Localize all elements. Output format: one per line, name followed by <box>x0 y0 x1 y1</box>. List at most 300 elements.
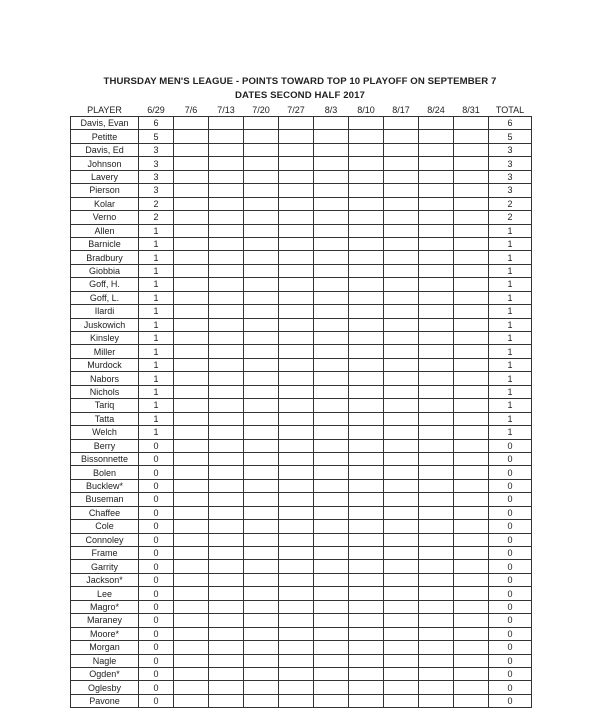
total-cell: 0 <box>489 614 532 627</box>
player-name-cell: Juskowich <box>71 318 139 331</box>
points-cell: 2 <box>139 211 174 224</box>
empty-points-cell <box>209 520 244 533</box>
empty-points-cell <box>279 264 314 277</box>
empty-points-cell <box>454 654 489 667</box>
empty-points-cell <box>349 466 384 479</box>
empty-points-cell <box>314 439 349 452</box>
empty-points-cell <box>419 547 454 560</box>
empty-points-cell <box>279 197 314 210</box>
total-cell: 3 <box>489 170 532 183</box>
player-name-cell: Allen <box>71 224 139 237</box>
empty-points-cell <box>349 372 384 385</box>
total-cell: 1 <box>489 278 532 291</box>
empty-points-cell <box>279 251 314 264</box>
empty-points-cell <box>314 345 349 358</box>
empty-points-cell <box>174 506 209 519</box>
empty-points-cell <box>279 694 314 707</box>
empty-points-cell <box>454 533 489 546</box>
table-row <box>71 520 532 533</box>
empty-points-cell <box>314 506 349 519</box>
empty-points-cell <box>244 184 279 197</box>
table-row <box>71 587 532 600</box>
empty-points-cell <box>384 345 419 358</box>
table-row <box>71 573 532 586</box>
empty-points-cell <box>419 667 454 680</box>
empty-points-cell <box>314 237 349 250</box>
empty-points-cell <box>349 654 384 667</box>
empty-points-cell <box>419 143 454 156</box>
player-name-cell: Bucklew* <box>71 479 139 492</box>
page-title: THURSDAY MEN'S LEAGUE - POINTS TOWARD TOP 10 PLAYOFF ON SEPTEMBER 7 <box>103 76 497 87</box>
total-cell: 0 <box>489 667 532 680</box>
empty-points-cell <box>454 452 489 465</box>
empty-points-cell <box>454 587 489 600</box>
player-name-cell: Welch <box>71 426 139 439</box>
empty-points-cell <box>279 237 314 250</box>
empty-points-cell <box>174 452 209 465</box>
empty-points-cell <box>209 627 244 640</box>
empty-points-cell <box>419 197 454 210</box>
empty-points-cell <box>244 614 279 627</box>
empty-points-cell <box>384 506 419 519</box>
empty-points-cell <box>384 170 419 183</box>
player-name-cell: Ogden* <box>71 667 139 680</box>
empty-points-cell <box>279 143 314 156</box>
empty-points-cell <box>244 345 279 358</box>
empty-points-cell <box>384 184 419 197</box>
empty-points-cell <box>244 117 279 130</box>
empty-points-cell <box>174 305 209 318</box>
total-cell: 0 <box>489 641 532 654</box>
empty-points-cell <box>349 237 384 250</box>
empty-points-cell <box>174 385 209 398</box>
player-name-cell: Nichols <box>71 385 139 398</box>
empty-points-cell <box>454 506 489 519</box>
points-table <box>70 103 532 708</box>
empty-points-cell <box>349 587 384 600</box>
empty-points-cell <box>209 385 244 398</box>
points-cell: 0 <box>139 479 174 492</box>
table-row <box>71 278 532 291</box>
empty-points-cell <box>279 533 314 546</box>
empty-points-cell <box>384 654 419 667</box>
empty-points-cell <box>349 681 384 694</box>
column-header-date: 6/29 <box>147 104 165 115</box>
empty-points-cell <box>174 412 209 425</box>
empty-points-cell <box>279 560 314 573</box>
points-cell: 0 <box>139 587 174 600</box>
table-row <box>71 426 532 439</box>
empty-points-cell <box>349 452 384 465</box>
player-name-cell: Davis, Ed <box>71 143 139 156</box>
empty-points-cell <box>209 614 244 627</box>
empty-points-cell <box>244 264 279 277</box>
total-cell: 0 <box>489 466 532 479</box>
empty-points-cell <box>384 278 419 291</box>
points-cell: 0 <box>139 547 174 560</box>
empty-points-cell <box>244 667 279 680</box>
empty-points-cell <box>384 600 419 613</box>
empty-points-cell <box>209 426 244 439</box>
table-row <box>71 291 532 304</box>
empty-points-cell <box>419 412 454 425</box>
points-cell: 0 <box>139 627 174 640</box>
table-row <box>71 493 532 506</box>
empty-points-cell <box>174 627 209 640</box>
empty-points-cell <box>279 278 314 291</box>
empty-points-cell <box>349 667 384 680</box>
empty-points-cell <box>314 264 349 277</box>
empty-points-cell <box>384 681 419 694</box>
column-header-date: 8/10 <box>357 104 375 115</box>
empty-points-cell <box>349 251 384 264</box>
points-cell: 1 <box>139 318 174 331</box>
empty-points-cell <box>244 399 279 412</box>
empty-points-cell <box>454 184 489 197</box>
total-cell: 1 <box>489 385 532 398</box>
empty-points-cell <box>419 439 454 452</box>
empty-points-cell <box>209 372 244 385</box>
empty-points-cell <box>314 211 349 224</box>
empty-points-cell <box>419 694 454 707</box>
player-name-cell: Kinsley <box>71 332 139 345</box>
points-cell: 0 <box>139 614 174 627</box>
player-name-cell: Connoley <box>71 533 139 546</box>
empty-points-cell <box>384 399 419 412</box>
total-cell: 0 <box>489 547 532 560</box>
empty-points-cell <box>209 681 244 694</box>
empty-points-cell <box>279 385 314 398</box>
empty-points-cell <box>454 627 489 640</box>
empty-points-cell <box>314 547 349 560</box>
empty-points-cell <box>244 506 279 519</box>
empty-points-cell <box>314 452 349 465</box>
points-cell: 1 <box>139 332 174 345</box>
empty-points-cell <box>244 305 279 318</box>
empty-points-cell <box>209 547 244 560</box>
empty-points-cell <box>314 184 349 197</box>
empty-points-cell <box>244 358 279 371</box>
empty-points-cell <box>419 372 454 385</box>
empty-points-cell <box>454 466 489 479</box>
points-cell: 1 <box>139 345 174 358</box>
empty-points-cell <box>454 251 489 264</box>
empty-points-cell <box>454 600 489 613</box>
empty-points-cell <box>349 358 384 371</box>
empty-points-cell <box>209 170 244 183</box>
player-name-cell: Ilardi <box>71 305 139 318</box>
points-cell: 0 <box>139 667 174 680</box>
points-cell: 0 <box>139 654 174 667</box>
total-cell: 1 <box>489 305 532 318</box>
empty-points-cell <box>419 278 454 291</box>
table-row <box>71 466 532 479</box>
empty-points-cell <box>174 547 209 560</box>
empty-points-cell <box>209 130 244 143</box>
total-cell: 1 <box>489 318 532 331</box>
empty-points-cell <box>209 332 244 345</box>
total-cell: 3 <box>489 157 532 170</box>
empty-points-cell <box>209 479 244 492</box>
empty-points-cell <box>314 170 349 183</box>
points-cell: 0 <box>139 520 174 533</box>
player-name-cell: Pierson <box>71 184 139 197</box>
total-cell: 0 <box>489 479 532 492</box>
empty-points-cell <box>279 412 314 425</box>
empty-points-cell <box>349 479 384 492</box>
empty-points-cell <box>279 345 314 358</box>
empty-points-cell <box>279 184 314 197</box>
table-row <box>71 479 532 492</box>
empty-points-cell <box>454 560 489 573</box>
page-subtitle: DATES SECOND HALF 2017 <box>235 90 365 101</box>
column-header-date: 8/24 <box>427 104 445 115</box>
empty-points-cell <box>209 493 244 506</box>
player-name-cell: Bissonnette <box>71 452 139 465</box>
empty-points-cell <box>384 614 419 627</box>
table-row <box>71 130 532 143</box>
empty-points-cell <box>174 533 209 546</box>
empty-points-cell <box>419 600 454 613</box>
empty-points-cell <box>209 452 244 465</box>
empty-points-cell <box>419 211 454 224</box>
empty-points-cell <box>244 197 279 210</box>
empty-points-cell <box>209 197 244 210</box>
empty-points-cell <box>174 130 209 143</box>
empty-points-cell <box>419 452 454 465</box>
empty-points-cell <box>209 694 244 707</box>
table-row <box>71 251 532 264</box>
points-cell: 1 <box>139 399 174 412</box>
empty-points-cell <box>384 211 419 224</box>
points-cell: 1 <box>139 305 174 318</box>
points-cell: 0 <box>139 533 174 546</box>
table-row <box>71 143 532 156</box>
empty-points-cell <box>314 372 349 385</box>
empty-points-cell <box>209 439 244 452</box>
empty-points-cell <box>349 184 384 197</box>
total-cell: 5 <box>489 130 532 143</box>
empty-points-cell <box>314 224 349 237</box>
empty-points-cell <box>174 358 209 371</box>
empty-points-cell <box>349 426 384 439</box>
empty-points-cell <box>244 466 279 479</box>
table-row <box>71 332 532 345</box>
table-row <box>71 197 532 210</box>
points-cell: 6 <box>139 117 174 130</box>
empty-points-cell <box>209 573 244 586</box>
empty-points-cell <box>454 143 489 156</box>
empty-points-cell <box>279 439 314 452</box>
points-cell: 0 <box>139 560 174 573</box>
empty-points-cell <box>384 452 419 465</box>
empty-points-cell <box>314 358 349 371</box>
empty-points-cell <box>454 412 489 425</box>
table-row <box>71 627 532 640</box>
empty-points-cell <box>384 318 419 331</box>
empty-points-cell <box>314 560 349 573</box>
empty-points-cell <box>209 305 244 318</box>
empty-points-cell <box>174 573 209 586</box>
empty-points-cell <box>244 493 279 506</box>
column-header-date: 7/27 <box>287 104 305 115</box>
empty-points-cell <box>209 184 244 197</box>
empty-points-cell <box>454 694 489 707</box>
empty-points-cell <box>349 493 384 506</box>
points-cell: 0 <box>139 681 174 694</box>
empty-points-cell <box>314 197 349 210</box>
empty-points-cell <box>349 264 384 277</box>
empty-points-cell <box>174 291 209 304</box>
empty-points-cell <box>244 224 279 237</box>
empty-points-cell <box>244 251 279 264</box>
points-cell: 1 <box>139 291 174 304</box>
empty-points-cell <box>454 641 489 654</box>
empty-points-cell <box>314 385 349 398</box>
total-cell: 1 <box>489 358 532 371</box>
empty-points-cell <box>384 264 419 277</box>
table-row <box>71 358 532 371</box>
table-row <box>71 117 532 130</box>
empty-points-cell <box>279 641 314 654</box>
player-name-cell: Davis, Evan <box>71 117 139 130</box>
empty-points-cell <box>419 399 454 412</box>
empty-points-cell <box>244 426 279 439</box>
empty-points-cell <box>314 399 349 412</box>
table-row <box>71 654 532 667</box>
empty-points-cell <box>174 399 209 412</box>
empty-points-cell <box>174 184 209 197</box>
empty-points-cell <box>454 426 489 439</box>
player-name-cell: Goff, H. <box>71 278 139 291</box>
empty-points-cell <box>419 627 454 640</box>
empty-points-cell <box>279 399 314 412</box>
points-cell: 0 <box>139 452 174 465</box>
points-cell: 1 <box>139 224 174 237</box>
empty-points-cell <box>419 654 454 667</box>
total-cell: 1 <box>489 426 532 439</box>
empty-points-cell <box>454 237 489 250</box>
empty-points-cell <box>419 130 454 143</box>
empty-points-cell <box>244 452 279 465</box>
empty-points-cell <box>419 520 454 533</box>
empty-points-cell <box>209 278 244 291</box>
empty-points-cell <box>384 641 419 654</box>
empty-points-cell <box>314 143 349 156</box>
empty-points-cell <box>384 547 419 560</box>
player-name-cell: Giobbia <box>71 264 139 277</box>
total-cell: 0 <box>489 506 532 519</box>
column-header-date: 7/20 <box>252 104 270 115</box>
player-name-cell: Magro* <box>71 600 139 613</box>
player-name-cell: Tariq <box>71 399 139 412</box>
points-cell: 1 <box>139 358 174 371</box>
empty-points-cell <box>419 573 454 586</box>
empty-points-cell <box>279 117 314 130</box>
empty-points-cell <box>454 332 489 345</box>
points-cell: 1 <box>139 251 174 264</box>
table-row <box>71 452 532 465</box>
empty-points-cell <box>314 479 349 492</box>
empty-points-cell <box>244 211 279 224</box>
points-cell: 0 <box>139 694 174 707</box>
empty-points-cell <box>314 520 349 533</box>
empty-points-cell <box>244 627 279 640</box>
table-row <box>71 560 532 573</box>
column-header-date: 7/13 <box>217 104 235 115</box>
empty-points-cell <box>244 372 279 385</box>
empty-points-cell <box>454 318 489 331</box>
empty-points-cell <box>174 278 209 291</box>
empty-points-cell <box>244 533 279 546</box>
column-header-player: PLAYER <box>87 104 122 115</box>
table-row <box>71 412 532 425</box>
empty-points-cell <box>174 197 209 210</box>
empty-points-cell <box>454 667 489 680</box>
empty-points-cell <box>279 506 314 519</box>
empty-points-cell <box>279 573 314 586</box>
empty-points-cell <box>244 157 279 170</box>
empty-points-cell <box>419 560 454 573</box>
points-cell: 1 <box>139 426 174 439</box>
column-header-date: 8/17 <box>392 104 410 115</box>
player-name-cell: Petitte <box>71 130 139 143</box>
empty-points-cell <box>384 358 419 371</box>
empty-points-cell <box>174 117 209 130</box>
empty-points-cell <box>314 654 349 667</box>
player-name-cell: Lee <box>71 587 139 600</box>
empty-points-cell <box>454 211 489 224</box>
empty-points-cell <box>419 466 454 479</box>
empty-points-cell <box>384 694 419 707</box>
empty-points-cell <box>419 305 454 318</box>
points-cell: 3 <box>139 184 174 197</box>
total-cell: 2 <box>489 197 532 210</box>
player-name-cell: Bradbury <box>71 251 139 264</box>
table-row <box>71 385 532 398</box>
empty-points-cell <box>174 372 209 385</box>
empty-points-cell <box>454 291 489 304</box>
empty-points-cell <box>349 533 384 546</box>
empty-points-cell <box>419 251 454 264</box>
empty-points-cell <box>279 600 314 613</box>
table-header <box>71 103 532 117</box>
empty-points-cell <box>174 157 209 170</box>
empty-points-cell <box>279 466 314 479</box>
empty-points-cell <box>419 681 454 694</box>
points-cell: 0 <box>139 493 174 506</box>
empty-points-cell <box>174 667 209 680</box>
empty-points-cell <box>384 291 419 304</box>
empty-points-cell <box>279 627 314 640</box>
total-cell: 1 <box>489 399 532 412</box>
player-name-cell: Miller <box>71 345 139 358</box>
points-cell: 0 <box>139 600 174 613</box>
empty-points-cell <box>349 412 384 425</box>
empty-points-cell <box>209 560 244 573</box>
empty-points-cell <box>209 143 244 156</box>
empty-points-cell <box>384 157 419 170</box>
empty-points-cell <box>349 399 384 412</box>
table-row <box>71 600 532 613</box>
empty-points-cell <box>174 237 209 250</box>
points-cell: 2 <box>139 197 174 210</box>
empty-points-cell <box>174 520 209 533</box>
empty-points-cell <box>244 654 279 667</box>
empty-points-cell <box>174 694 209 707</box>
empty-points-cell <box>384 466 419 479</box>
empty-points-cell <box>244 694 279 707</box>
